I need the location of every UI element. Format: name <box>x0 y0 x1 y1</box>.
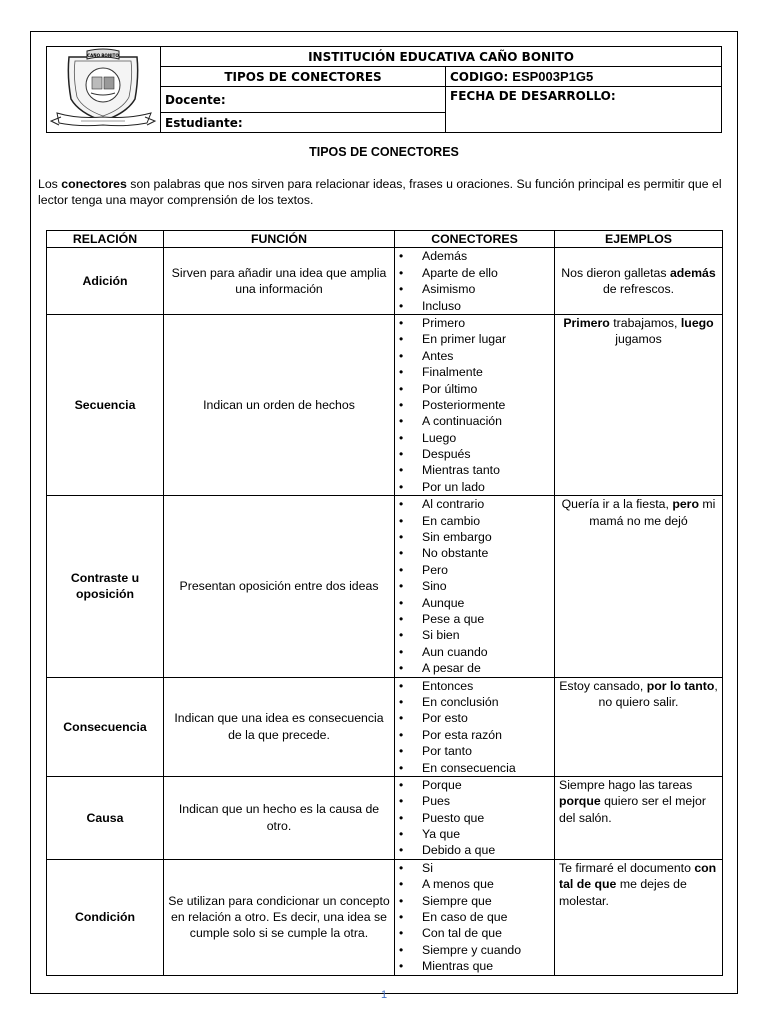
list-item: • Aun cuando <box>395 644 554 660</box>
relation-cell: Consecuencia <box>47 677 164 776</box>
example-text: mi mamá no me dejó <box>589 497 716 528</box>
example-text: quiero ser el mejor del salón. <box>559 794 706 825</box>
list-item: • Posteriormente <box>395 397 554 413</box>
list-item: • Puesto que <box>395 810 554 826</box>
relation-cell: Secuencia <box>47 314 164 495</box>
list-item: • Pese a que <box>395 611 554 627</box>
list-item: • Por tanto <box>395 743 554 759</box>
example-cell <box>555 677 723 776</box>
list-item: • Al contrario <box>395 496 554 512</box>
table-row <box>47 496 723 677</box>
document-title: TIPOS DE CONECTORES <box>309 145 459 159</box>
example-text: Estoy cansado, <box>559 678 647 693</box>
function-cell: Indican que una idea es consecuencia de la que precede. <box>164 677 395 776</box>
list-item: • A pesar de <box>395 660 554 676</box>
function-cell: Indican que un hecho es la causa de otro. <box>164 776 395 859</box>
school-logo <box>47 47 161 133</box>
example-text: de refrescos. <box>602 282 675 297</box>
function-cell: Sirven para añadir una idea que amplia una información <box>164 248 395 315</box>
table-row <box>47 248 723 315</box>
example-text: me dejes de molestar. <box>559 877 687 908</box>
example-text: jugamos <box>615 332 662 347</box>
header-table <box>46 46 722 133</box>
example-text: Nos dieron galletas <box>561 265 670 280</box>
list-item: • En primer lugar <box>395 331 554 347</box>
table-row <box>47 859 723 975</box>
list-item: • Además <box>395 248 554 264</box>
list-item: • No obstante <box>395 545 554 561</box>
institution-name: INSTITUCIÓN EDUCATIVA CAÑO BONITO <box>161 47 722 67</box>
list-item: • Mientras tanto <box>395 462 554 478</box>
example-cell <box>555 776 723 859</box>
relation-cell: Adición <box>47 248 164 315</box>
example-connector: con tal de que <box>559 860 717 892</box>
connectors-cell <box>395 496 555 677</box>
example-text: Te firmaré el documento <box>559 860 695 875</box>
example-text: , no quiero salir. <box>598 678 718 709</box>
connectors-cell <box>395 677 555 776</box>
example-text: trabajamos, <box>609 315 681 330</box>
list-item: • Pero <box>395 562 554 578</box>
example-connector: además <box>669 265 716 280</box>
list-item: • En cambio <box>395 513 554 529</box>
header-examples: EJEMPLOS <box>555 231 723 248</box>
list-item: • Sino <box>395 578 554 594</box>
list-item: • Debido a que <box>395 842 554 858</box>
example-cell <box>555 496 723 677</box>
page-number: 1 <box>380 989 388 1001</box>
logo-banner-text: CAÑO BONITO <box>87 53 119 58</box>
code-cell <box>446 67 722 87</box>
list-item: • Finalmente <box>395 364 554 380</box>
list-item: • Por esta razón <box>395 727 554 743</box>
example-text: Quería ir a la fiesta, <box>561 497 673 512</box>
list-item: • Primero <box>395 315 554 331</box>
list-item: • Siempre y cuando <box>395 942 554 958</box>
list-item: • Asimismo <box>395 281 554 297</box>
example-connector: pero <box>672 497 699 512</box>
list-item: • Después <box>395 446 554 462</box>
connectors-cell <box>395 314 555 495</box>
connectors-table <box>46 230 723 976</box>
student-label: Estudiante: <box>161 113 446 133</box>
example-cell <box>555 859 723 975</box>
table-row <box>47 776 723 859</box>
intro-paragraph <box>38 176 738 208</box>
teacher-label: Docente: <box>161 87 446 113</box>
list-item: • En caso de que <box>395 909 554 925</box>
intro-bold-term: conectores <box>61 177 127 191</box>
list-item: • Aunque <box>395 595 554 611</box>
relation-cell: Causa <box>47 776 164 859</box>
table-row <box>47 677 723 776</box>
connectors-cell <box>395 776 555 859</box>
table-header-row <box>47 231 723 248</box>
header-relation: RELACIÓN <box>47 231 164 248</box>
list-item: • Luego <box>395 430 554 446</box>
list-item: • Por esto <box>395 710 554 726</box>
list-item: • Si bien <box>395 627 554 643</box>
code-value: ESP003P1G5 <box>512 69 594 84</box>
function-cell: Indican un orden de hechos <box>164 314 395 495</box>
list-item: • Pues <box>395 793 554 809</box>
list-item: • En consecuencia <box>395 760 554 776</box>
list-item: • Incluso <box>395 298 554 314</box>
relation-cell: Contraste u oposición <box>47 496 164 677</box>
example-connector: luego <box>680 315 714 330</box>
list-item: • Sin embargo <box>395 529 554 545</box>
list-item: • A continuación <box>395 413 554 429</box>
example-cell <box>555 314 723 495</box>
list-item: • Con tal de que <box>395 925 554 941</box>
relation-cell: Condición <box>47 859 164 975</box>
example-cell <box>555 248 723 315</box>
intro-text-end: son palabras que nos sirven para relacionar ideas, frases u oraciones. Su función principal es permitir que el lector tenga una mayor comprensión de los textos. <box>38 177 722 207</box>
connectors-cell <box>395 859 555 975</box>
list-item: • Mientras que <box>395 958 554 974</box>
header-function: FUNCIÓN <box>164 231 395 248</box>
list-item: • Porque <box>395 777 554 793</box>
list-item: • Siempre que <box>395 893 554 909</box>
date-label: FECHA DE DESARROLLO: <box>446 87 722 133</box>
list-item: • Entonces <box>395 678 554 694</box>
connectors-cell <box>395 248 555 315</box>
list-item: • En conclusión <box>395 694 554 710</box>
example-connector: por lo tanto <box>646 678 715 693</box>
code-label: CODIGO: <box>450 70 509 84</box>
list-item: • Aparte de ello <box>395 265 554 281</box>
list-item: • A menos que <box>395 876 554 892</box>
example-connector: Primero <box>563 315 610 330</box>
intro-text-start: Los <box>38 177 62 191</box>
list-item: • Por un lado <box>395 479 554 495</box>
example-connector: porque <box>559 794 601 809</box>
example-text: Siempre hago las tareas <box>559 777 693 792</box>
function-cell: Presentan oposición entre dos ideas <box>164 496 395 677</box>
table-row <box>47 314 723 495</box>
list-item: • Ya que <box>395 826 554 842</box>
subject-name: TIPOS DE CONECTORES <box>161 67 446 87</box>
list-item: • Si <box>395 860 554 876</box>
list-item: • Antes <box>395 348 554 364</box>
list-item: • Por último <box>395 381 554 397</box>
school-crest-icon <box>47 47 160 129</box>
header-connectors: CONECTORES <box>395 231 555 248</box>
function-cell: Se utilizan para condicionar un concepto en relación a otro. Es decir, una idea se cumple solo si se cumple la otra. <box>164 859 395 975</box>
